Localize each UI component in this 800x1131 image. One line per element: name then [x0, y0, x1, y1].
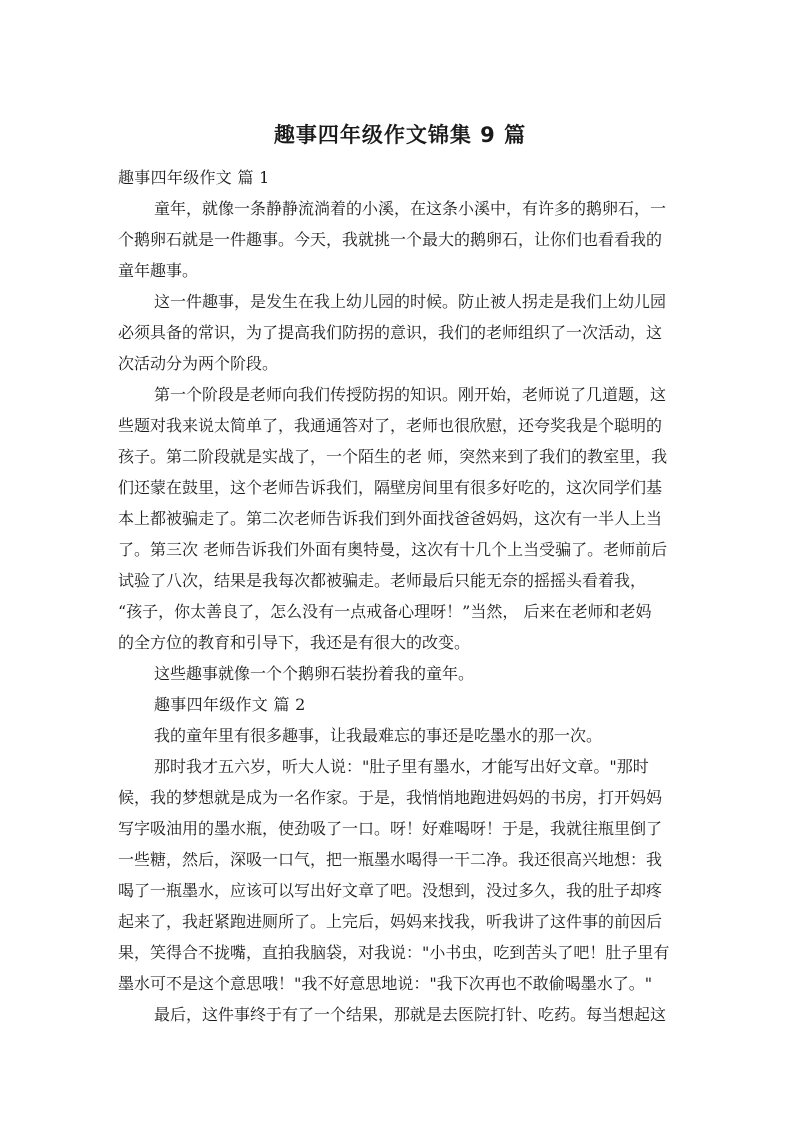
text-line: 候，我的梦想就是成为一名作家。于是，我悄悄地跑进妈妈的书房，打开妈妈 — [118, 788, 663, 807]
text-line: 起来了，我赶紧跑进厕所了。上完后，妈妈来找我，听我讲了这件事的前因后 — [118, 912, 663, 931]
text-line: 童年，就像一条静静流淌着的小溪，在这条小溪中，有许多的鹅卵石，一 — [154, 199, 667, 218]
text-line: 些题对我来说太简单了，我通通答对了，老师也很欣慰，还夸奖我是个聪明的 — [118, 416, 663, 435]
text-line: 写字吸油用的墨水瓶，使劲吸了一口。呀！好难喝呀！于是，我就往瓶里倒了 — [118, 819, 663, 838]
text-line: 童年趣事。 — [118, 261, 199, 280]
text-line: 孩子。第二阶段就是实战了，一个陌生的老 师，突然来到了我们的教室里，我 — [118, 447, 668, 466]
text-line: 喝了一瓶墨水，应该可以写出好文章了吧。没想到，没过多久，我的肚子却疼 — [118, 881, 663, 900]
text-line: 本上都被骗走了。第二次老师告诉我们到外面找爸爸妈妈，这次有一半人上当 — [118, 509, 663, 528]
text-line: 第一个阶段是老师向我们传授防拐的知识。刚开始，老师说了几道题，这 — [154, 385, 667, 404]
text-line: 必须具备的常识，为了提高我们防拐的意识，我们的老师组织了一次活动，这 — [118, 323, 663, 342]
text-line: “孩子，你太善良了，怎么没有一点戒备心理呀！”当然， 后来在老师和老妈 — [118, 602, 652, 621]
document-body — [118, 162, 678, 1030]
text-line: 墨水可不是这个意思哦！"我不好意思地说："我下次再也不敢偷喝墨水了。" — [118, 974, 653, 993]
section-heading-2: 趣事四年级作文 篇 2 — [154, 695, 306, 714]
text-line: 个鹅卵石就是一件趣事。今天，我就挑一个最大的鹅卵石，让你们也看看我的 — [118, 230, 663, 249]
text-line: 了。第三次 老师告诉我们外面有奥特曼，这次有十几个上当受骗了。老师前后 — [118, 540, 668, 559]
text-line: 果，笑得合不拢嘴，直拍我脑袋，对我说："小书虫，吃到苦头了吧！肚子里有 — [118, 943, 670, 962]
text-line: 最后，这件事终于有了一个结果，那就是去医院打针、吃药。每当想起这 — [154, 1005, 667, 1024]
text-line: 这一件趣事，是发生在我上幼儿园的时候。防止被人拐走是我们上幼儿园 — [154, 292, 667, 311]
text-line: 一些糖，然后，深吸一口气，把一瓶墨水喝得一干二净。我还很高兴地想：我 — [118, 850, 663, 869]
text-line: 那时我才五六岁，听大人说："肚子里有墨水，才能写出好文章。"那时 — [154, 757, 649, 776]
text-line: 这些趣事就像一个个鹅卵石装扮着我的童年。 — [154, 664, 475, 683]
text-line: 们还蒙在鼓里，这个老师告诉我们，隔壁房间里有很多好吃的，这次同学们基 — [118, 478, 663, 497]
section-heading-1: 趣事四年级作文 篇 1 — [118, 168, 270, 187]
text-line: 的全方位的教育和引导下，我还是有很大的改变。 — [118, 633, 471, 652]
document-title: 趣事四年级作文锦集 9 篇 — [273, 123, 527, 147]
text-line: 我的童年里有很多趣事，让我最难忘的事还是吃墨水的那一次。 — [154, 726, 603, 745]
text-line: 试验了八次，结果是我每次都被骗走。老师最后只能无奈的摇摇头看着我， — [118, 571, 647, 590]
text-line: 次活动分为两个阶段。 — [118, 354, 279, 373]
